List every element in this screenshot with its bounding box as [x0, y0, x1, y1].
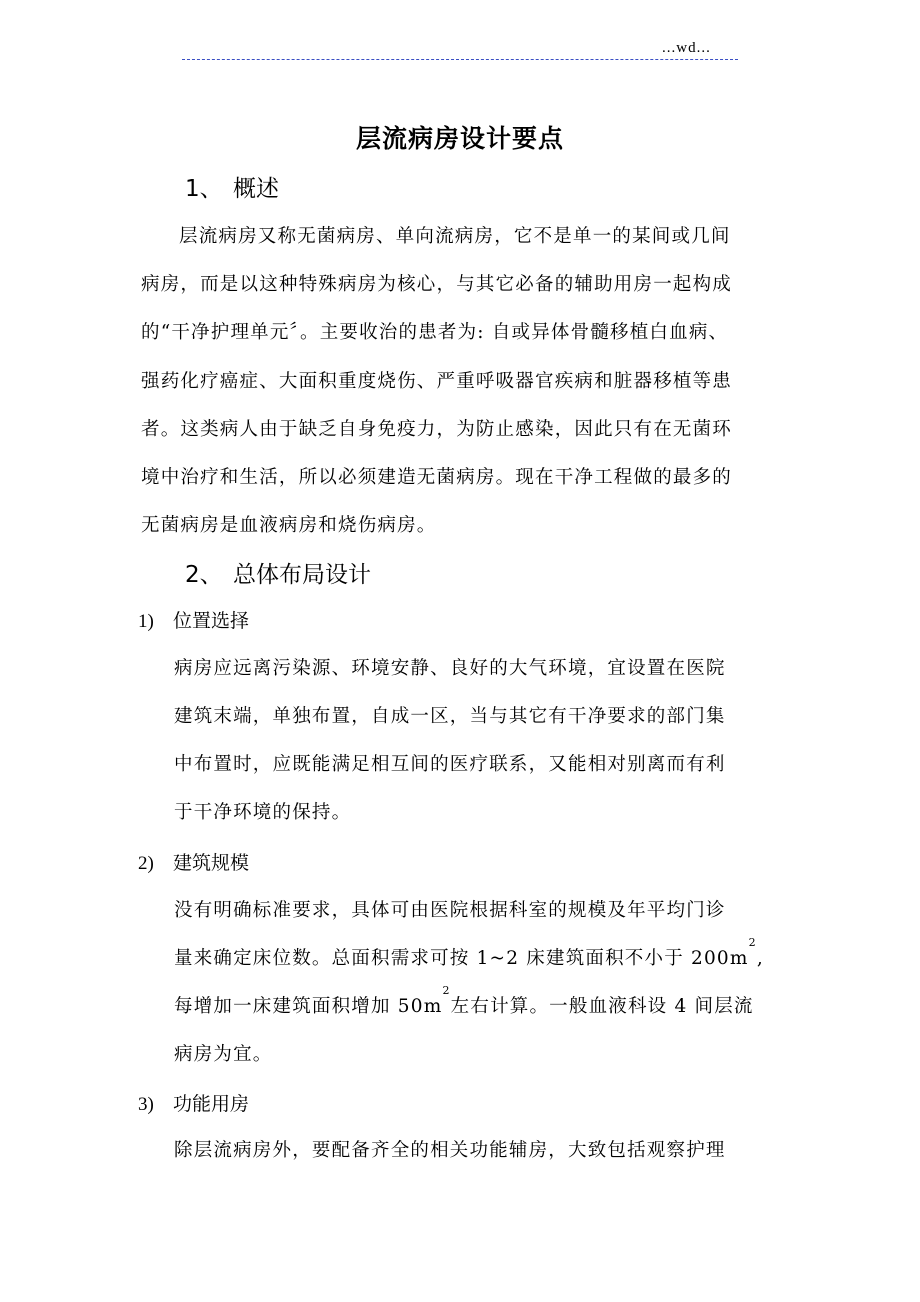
page-title: 层流病房设计要点 — [355, 124, 564, 153]
text-line: 没有明确标准要求，具体可由医院根据科室的规模及年平均门诊 — [174, 900, 726, 921]
text-line: 中布置时，应既能满足相互间的医疗联系，又能相对别离而有利 — [174, 754, 726, 775]
superscript: 2 — [442, 984, 451, 997]
section-number: 1、 — [185, 176, 223, 202]
section-title: 总体布局设计 — [233, 562, 371, 588]
section-number: 2、 — [185, 562, 223, 588]
section-heading-2 — [185, 556, 371, 589]
item-body-3 — [174, 1127, 784, 1175]
text-line: 病房为宜。 — [174, 1044, 273, 1065]
text-line: 于干净环境的保持。 — [174, 802, 352, 823]
section-title: 概述 — [233, 176, 279, 202]
item-heading-2 — [138, 848, 249, 875]
text-line: 病房，而是以这种特殊病房为核心，与其它必备的辅助用房一起构成 — [141, 274, 733, 296]
text-line: 除层流病房外，要配备齐全的相关功能辅房，大致包括观察护理 — [174, 1140, 726, 1161]
header-mark: ...wd... — [662, 40, 711, 56]
item-number: 1) — [138, 611, 154, 632]
item-title: 建筑规模 — [173, 852, 250, 874]
item-number: 3) — [138, 1094, 154, 1115]
superscript: 2 — [748, 936, 757, 949]
text-line — [174, 983, 784, 1031]
text-fragment: 量来确定床位数。总面积需求可按 1~2 床建筑面积不小于 200m — [174, 948, 749, 969]
item-heading-3 — [138, 1089, 249, 1116]
item-body-2 — [174, 887, 784, 1079]
text-line: 无菌病房是血液病房和烧伤病房。 — [141, 515, 437, 537]
item-title: 功能用房 — [173, 1093, 250, 1115]
overview-paragraph — [141, 213, 781, 550]
text-line: 强药化疗癌症、大面积重度烧伤、严重呼吸器官疾病和脏器移植等患 — [141, 370, 733, 392]
text-fragment: 每增加一床建筑面积增加 50m — [174, 996, 443, 1017]
text-line: 层流病房又称无菌病房、单向流病房，它不是单一的某间或几间 — [179, 226, 731, 247]
header-divider — [182, 59, 738, 60]
item-body-1 — [174, 645, 784, 837]
text-line: 境中治疗和生活，所以必须建造无菌病房。现在干净工程做的最多的 — [141, 467, 733, 489]
item-title: 位置选择 — [173, 610, 250, 632]
text-fragment: 左右计算。一般血液科设 4 间层流 — [450, 996, 754, 1017]
item-heading-1 — [138, 606, 249, 633]
text-line: 者。这类病人由于缺乏自身免疫力，为防止感染，因此只有在无菌环 — [141, 418, 733, 440]
text-line: 建筑末端，单独布置，自成一区，当与其它有干净要求的部门集 — [174, 706, 726, 727]
text-line — [174, 935, 784, 983]
text-fragment: , — [756, 948, 764, 969]
item-number: 2) — [138, 853, 154, 874]
text-line: 病房应远离污染源、环境安静、良好的大气环境，宜设置在医院 — [174, 658, 726, 679]
text-line: 的“干净护理单元〞。主要收治的患者为: 自或异体骨髓移植白血病、 — [141, 322, 729, 344]
section-heading-1 — [185, 170, 279, 203]
